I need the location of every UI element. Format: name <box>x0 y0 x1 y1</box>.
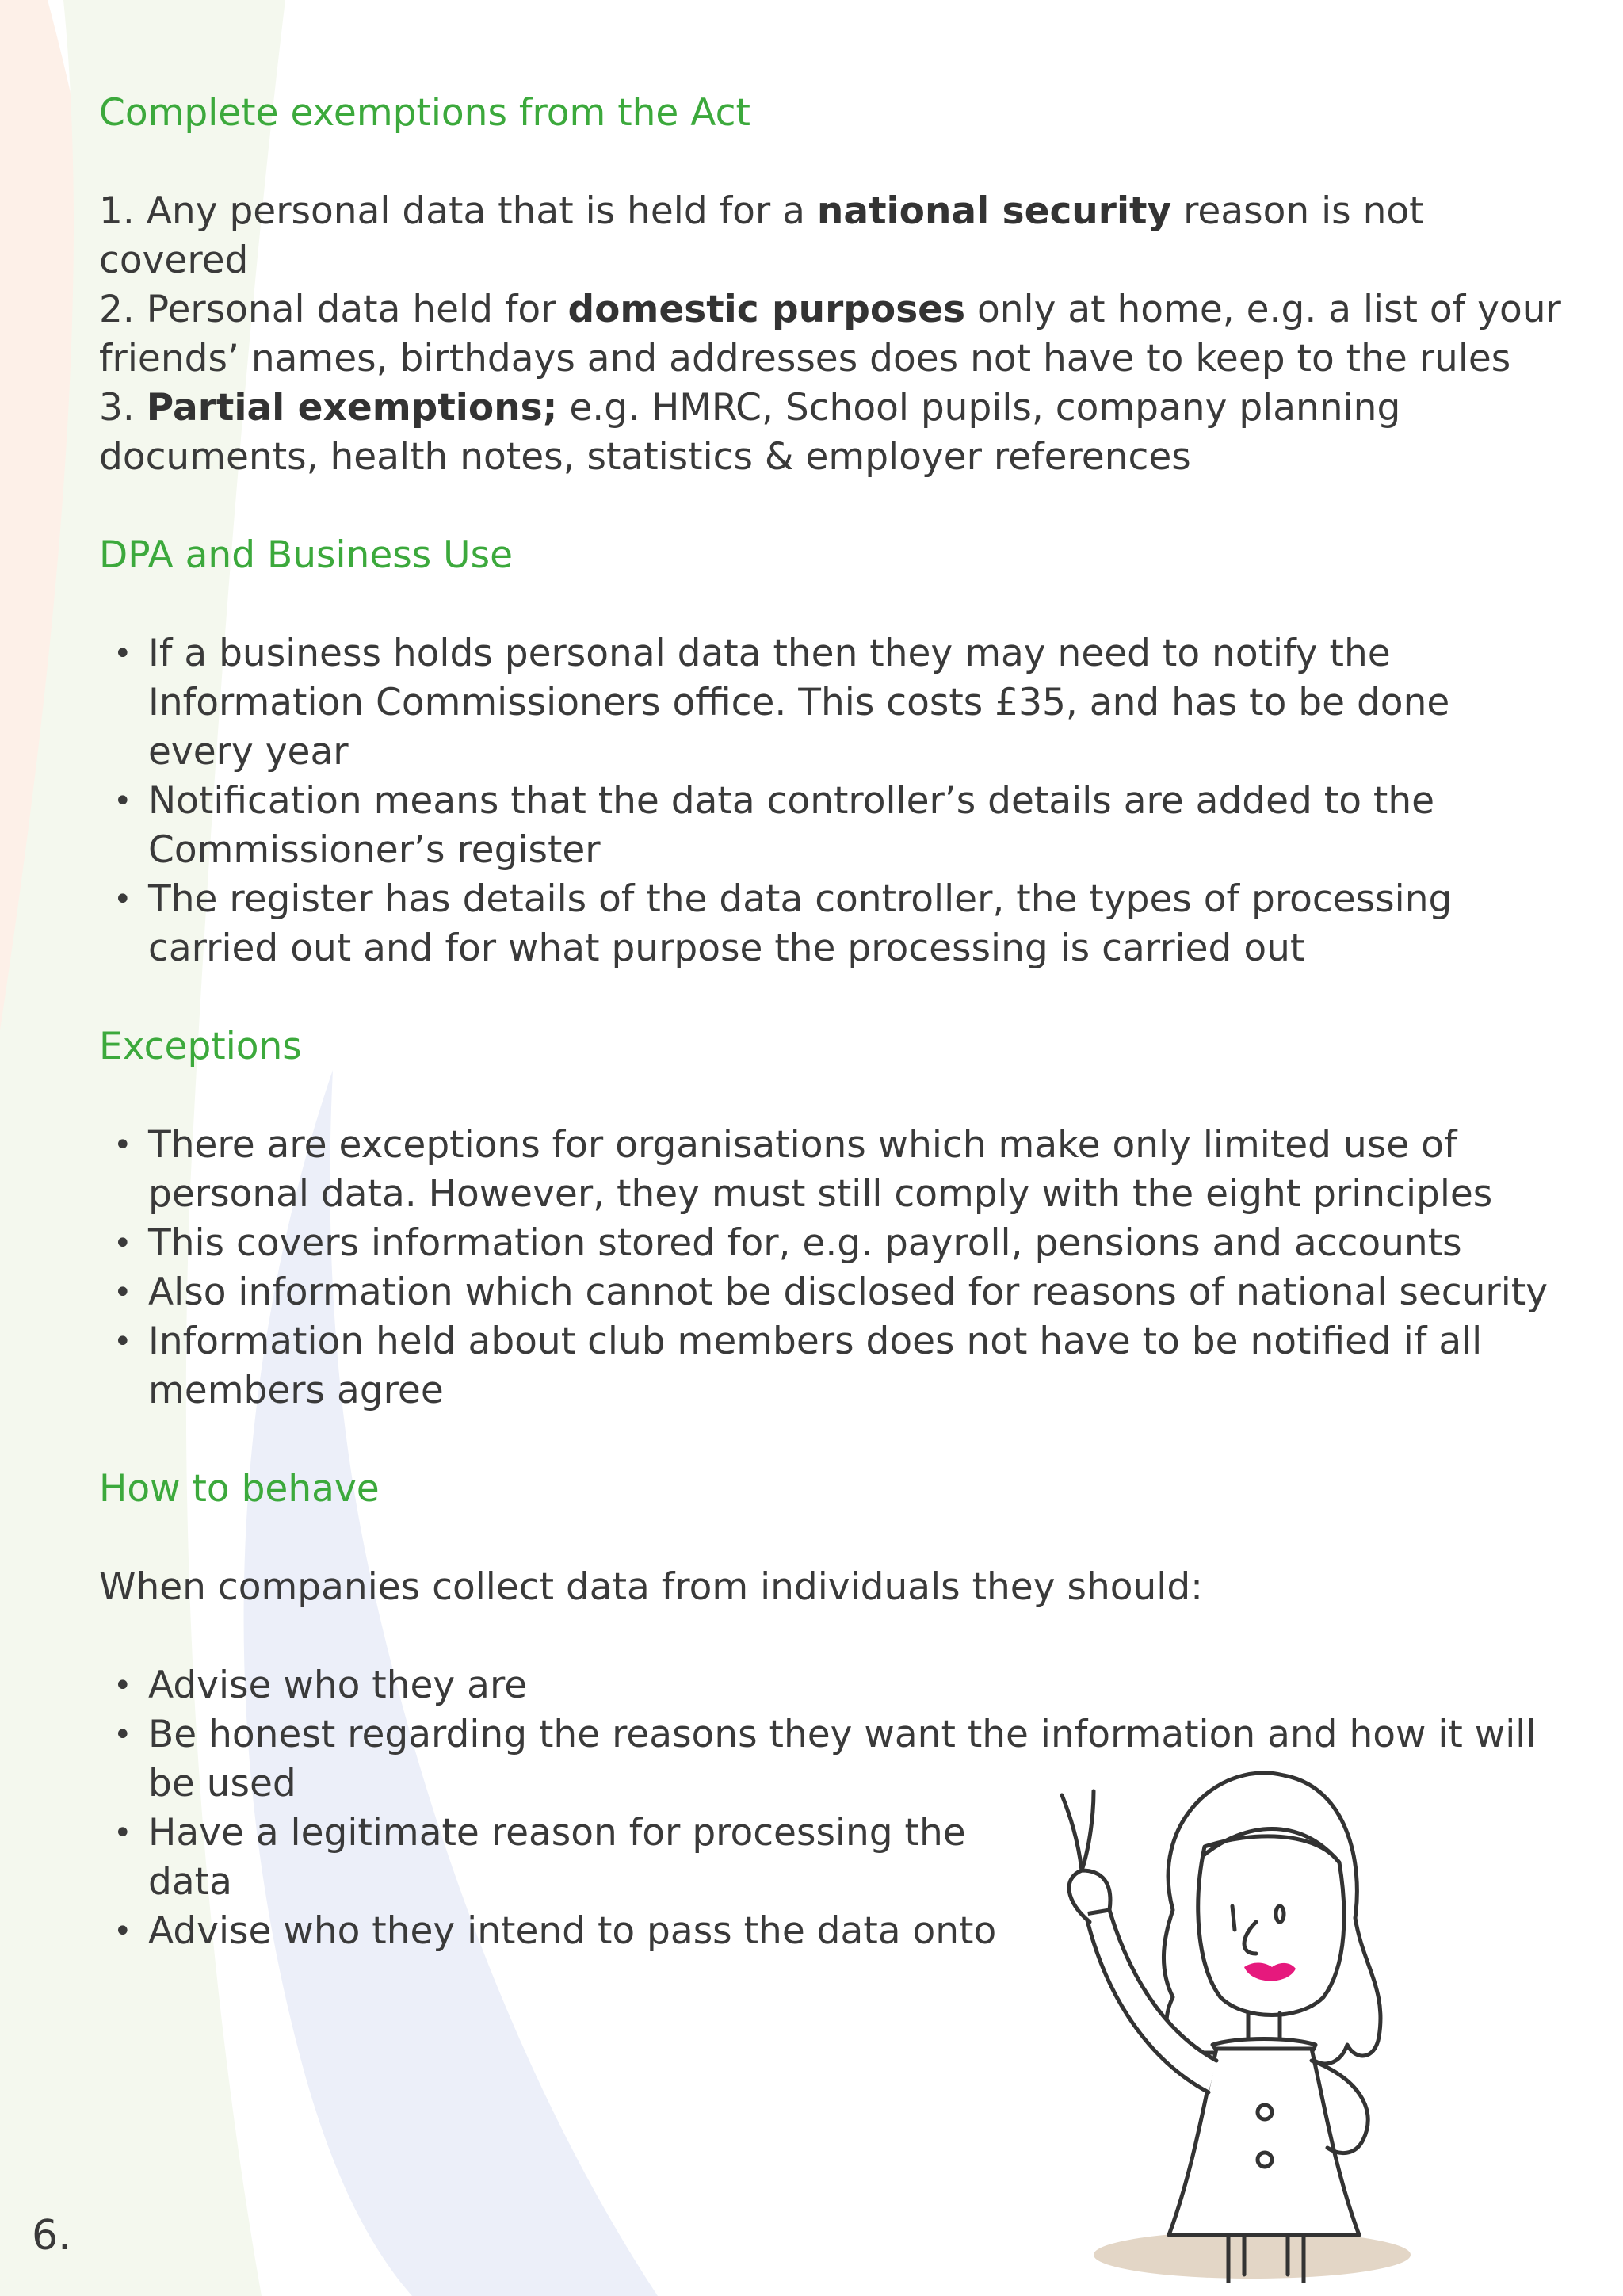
business-list <box>99 629 1565 973</box>
behave-list <box>99 1661 1537 1956</box>
list-item: • Advise who they intend to pass the data onto <box>99 1907 1034 1956</box>
list-item: • There are exceptions for organisations which make only limited use of personal data. However, they must still comply with the eight principles <box>99 1121 1565 1219</box>
floor-shadow <box>1094 2231 1411 2279</box>
behave-heading: How to behave <box>99 1467 380 1511</box>
exemption-item-3: 3. Partial exemptions; e.g. HMRC, School pupils, company planning documents, health notes, statistics & employer references <box>99 386 1401 479</box>
list-item: • The register has details of the data controller, the types of processing carried out and for what purpose the processing is carried out <box>99 875 1565 973</box>
business-heading: DPA and Business Use <box>99 533 513 577</box>
exemption-item-2: 2. Personal data held for domestic purposes only at home, e.g. a list of your friends’ names, birthdays and addresses does not have to keep to the rules <box>99 288 1561 380</box>
page-number: 6. <box>32 2212 71 2260</box>
behave-intro: When companies collect data from individuals they should: <box>99 1565 1204 1609</box>
list-item: • This covers information stored for, e.g. payroll, pensions and accounts <box>99 1219 1565 1268</box>
exemption-item-1: 1. Any personal data that is held for a national security reason is not covered <box>99 189 1424 282</box>
exemptions-heading: Complete exemptions from the Act <box>99 91 750 135</box>
list-item: • Also information which cannot be disclosed for reasons of national security <box>99 1268 1565 1317</box>
page-content <box>99 89 1565 1956</box>
list-item: • Information held about club members does not have to be notified if all members agree <box>99 1317 1565 1415</box>
list-item: • Advise who they are <box>99 1661 1034 1710</box>
exceptions-heading: Exceptions <box>99 1025 302 1068</box>
list-item: • Be honest regarding the reasons they want the information and how it will be used <box>99 1710 1559 1809</box>
list-item: • Notification means that the data controller’s details are added to the Commissioner’s register <box>99 777 1565 875</box>
exceptions-list <box>99 1121 1565 1415</box>
list-item: • Have a legitimate reason for processing the data <box>99 1809 1034 1907</box>
list-item: • If a business holds personal data then they may need to notify the Information Commissioners office. This costs £35, and has to be done every year <box>99 629 1565 777</box>
